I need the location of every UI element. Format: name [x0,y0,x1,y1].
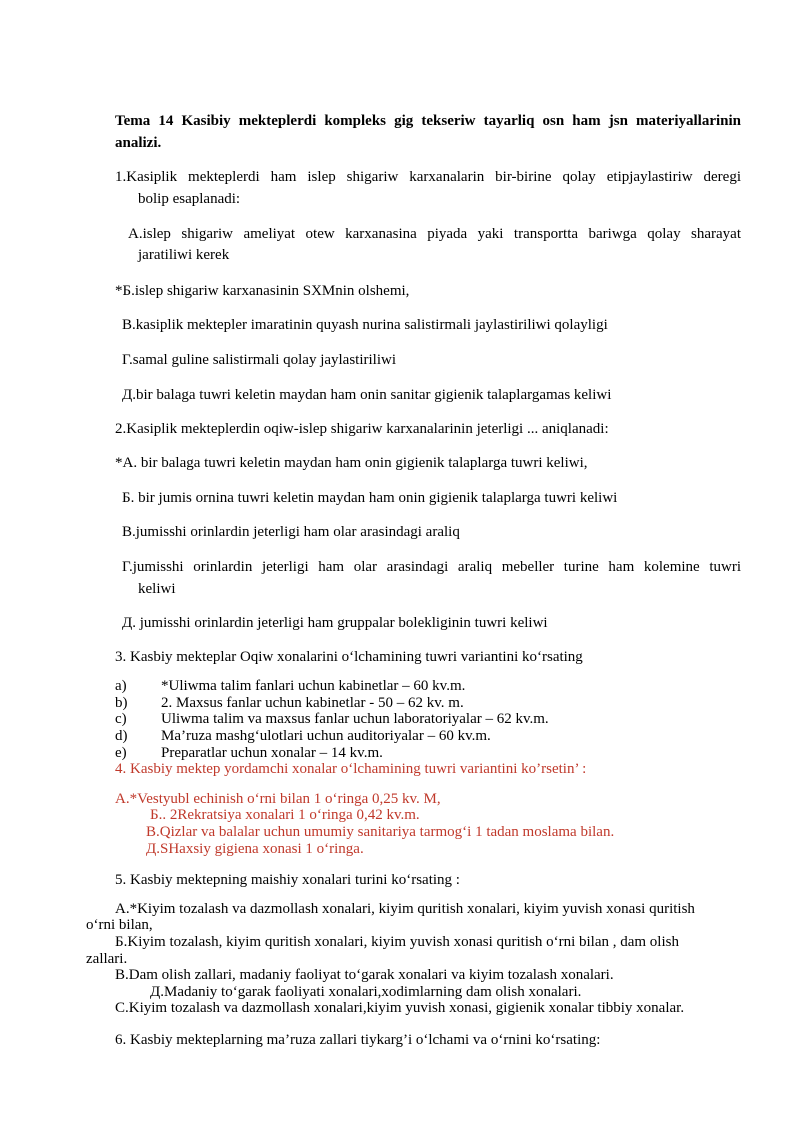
q1-option-c: B.kasiplik mektepler imaratinin quyash nurina salistirmali jaylastiriliwi qolayligi [122,317,608,333]
q1-option-a-line-2: jaratiliwi kerek [138,247,230,263]
q5-option-c: B.Dam olish zallari, madaniy faoliyat to‘garak xonalari va kiyim tozalash xonalari. [115,967,614,983]
q1-option-d: Г.samal guline salistirmali qolay jaylastiriliwi [122,352,397,368]
q2-option-c: B.jumisshi orinlardin jeterligi ham olar arasindagi araliq [122,524,460,540]
q4-stem: 4. Kasbiy mektep yordamchi xonalar o‘lchamining tuwri variantini ko’rsetin’ : [115,761,587,777]
q5-option-b-line-1: Б.Kiyim tozalash, kiyim quritish xonalari, kiyim yuvish xonasi quritish o‘rni bilan , dam olish [115,934,679,950]
q4-option-a: A.*Vestyubl echinish o‘rni bilan 1 o‘ringa 0,25 kv. M, [115,791,441,807]
q3-item-marker: c) [115,711,127,727]
q2-option-e: Д. jumisshi orinlardin jeterligi ham gruppalar bolekliginin tuwri keliwi [122,615,548,631]
q1-option-a-line-1: A.islep shigariw ameliyat otew karxanasina piyada yaki transportta bariwga qolay sharayat [128,226,741,242]
q3-item-text: Ma’ruza mashg‘ulotlari uchun auditoriyalar – 60 kv.m. [161,728,491,744]
q2-stem: 2.Kasiplik mekteplerdin oqiw-islep shigariw karxanalarinin jeterligi ... aniqlanadi: [115,421,609,437]
q5-option-b-line-2: zallari. [86,951,128,967]
q3-item-marker: e) [115,745,127,761]
q3-item-marker: b) [115,695,128,711]
q3-item-text: 2. Maxsus fanlar uchun kabinetlar - 50 – 62 kv. m. [161,695,464,711]
q2-option-b: Б. bir jumis ornina tuwri keletin maydan ham onin gigienik talaplarga tuwri keliwi [122,490,618,506]
q5-option-e: C.Kiyim tozalash va dazmollash xonalari,kiyim yuvish xonasi, gigienik xonalar tibbiy xonalar. [115,1000,685,1016]
title-line-2: analizi. [115,135,162,151]
q2-option-a: *A. bir balaga tuwri keletin maydan ham onin gigienik talaplarga tuwri keliwi, [115,455,588,471]
q3-item-text: *Uliwma talim fanlari uchun kabinetlar – 60 kv.m. [161,678,466,694]
q5-option-d: Д.Madaniy to‘garak faoliyati xonalari,xodimlarning dam olish xonalari. [150,984,582,1000]
q5-option-a-line-2: o‘rni bilan, [86,917,153,933]
q3-item-marker: d) [115,728,128,744]
q3-stem: 3. Kasbiy mekteplar Oqiw xonalarini o‘lchamining tuwri variantini ko‘rsating [115,649,583,665]
q1-option-b: *Б.islep shigariw karxanasinin SXMnin olshemi, [115,283,410,299]
q2-option-d-line-2: keliwi [138,581,176,597]
q3-item-marker: a) [115,678,127,694]
q6-stem: 6. Kasbiy mekteplarning ma’ruza zallari tiykarg’i o‘lchami va o‘rnini ko‘rsating: [115,1032,601,1048]
q1-stem-line-2: bolip esaplanadi: [138,191,241,207]
q3-item-text: Uliwma talim va maxsus fanlar uchun laboratoriyalar – 62 kv.m. [161,711,549,727]
q1-option-e: Д.bir balaga tuwri keletin maydan ham onin sanitar gigienik talaplargamas keliwi [122,387,612,403]
q2-option-d-line-1: Г.jumisshi orinlardin jeterligi ham olar arasindagi araliq mebeller turine ham kolemine tuwri [122,559,741,575]
q1-stem-line-1: 1.Kasiplik mekteplerdi ham islep shigariw karxanalarin bir-birine qolay etipjaylastiriw deregi [115,169,741,185]
q3-item-text: Preparatlar uchun xonalar – 14 kv.m. [161,745,383,761]
q5-option-a-line-1: A.*Kiyim tozalash va dazmollash xonalari, kiyim quritish xonalari, kiyim yuvish xonasi quritish [115,901,695,917]
q5-stem: 5. Kasbiy mektepning maishiy xonalari turini ko‘rsating : [115,872,460,888]
q4-option-d: Д.SHaxsiy gigiena xonasi 1 o‘ringa. [146,841,364,857]
q4-option-b: Б.. 2Rekratsiya xonalari 1 o‘ringa 0,42 kv.m. [150,807,420,823]
title-line-1: Tema 14 Kasibiy mekteplerdi kompleks gig tekseriw tayarliq osn ham jsn materiyallarinin [115,113,741,129]
q4-option-c: B.Qizlar va balalar uchun umumiy sanitariya tarmog‘i 1 tadan moslama bilan. [146,824,615,840]
